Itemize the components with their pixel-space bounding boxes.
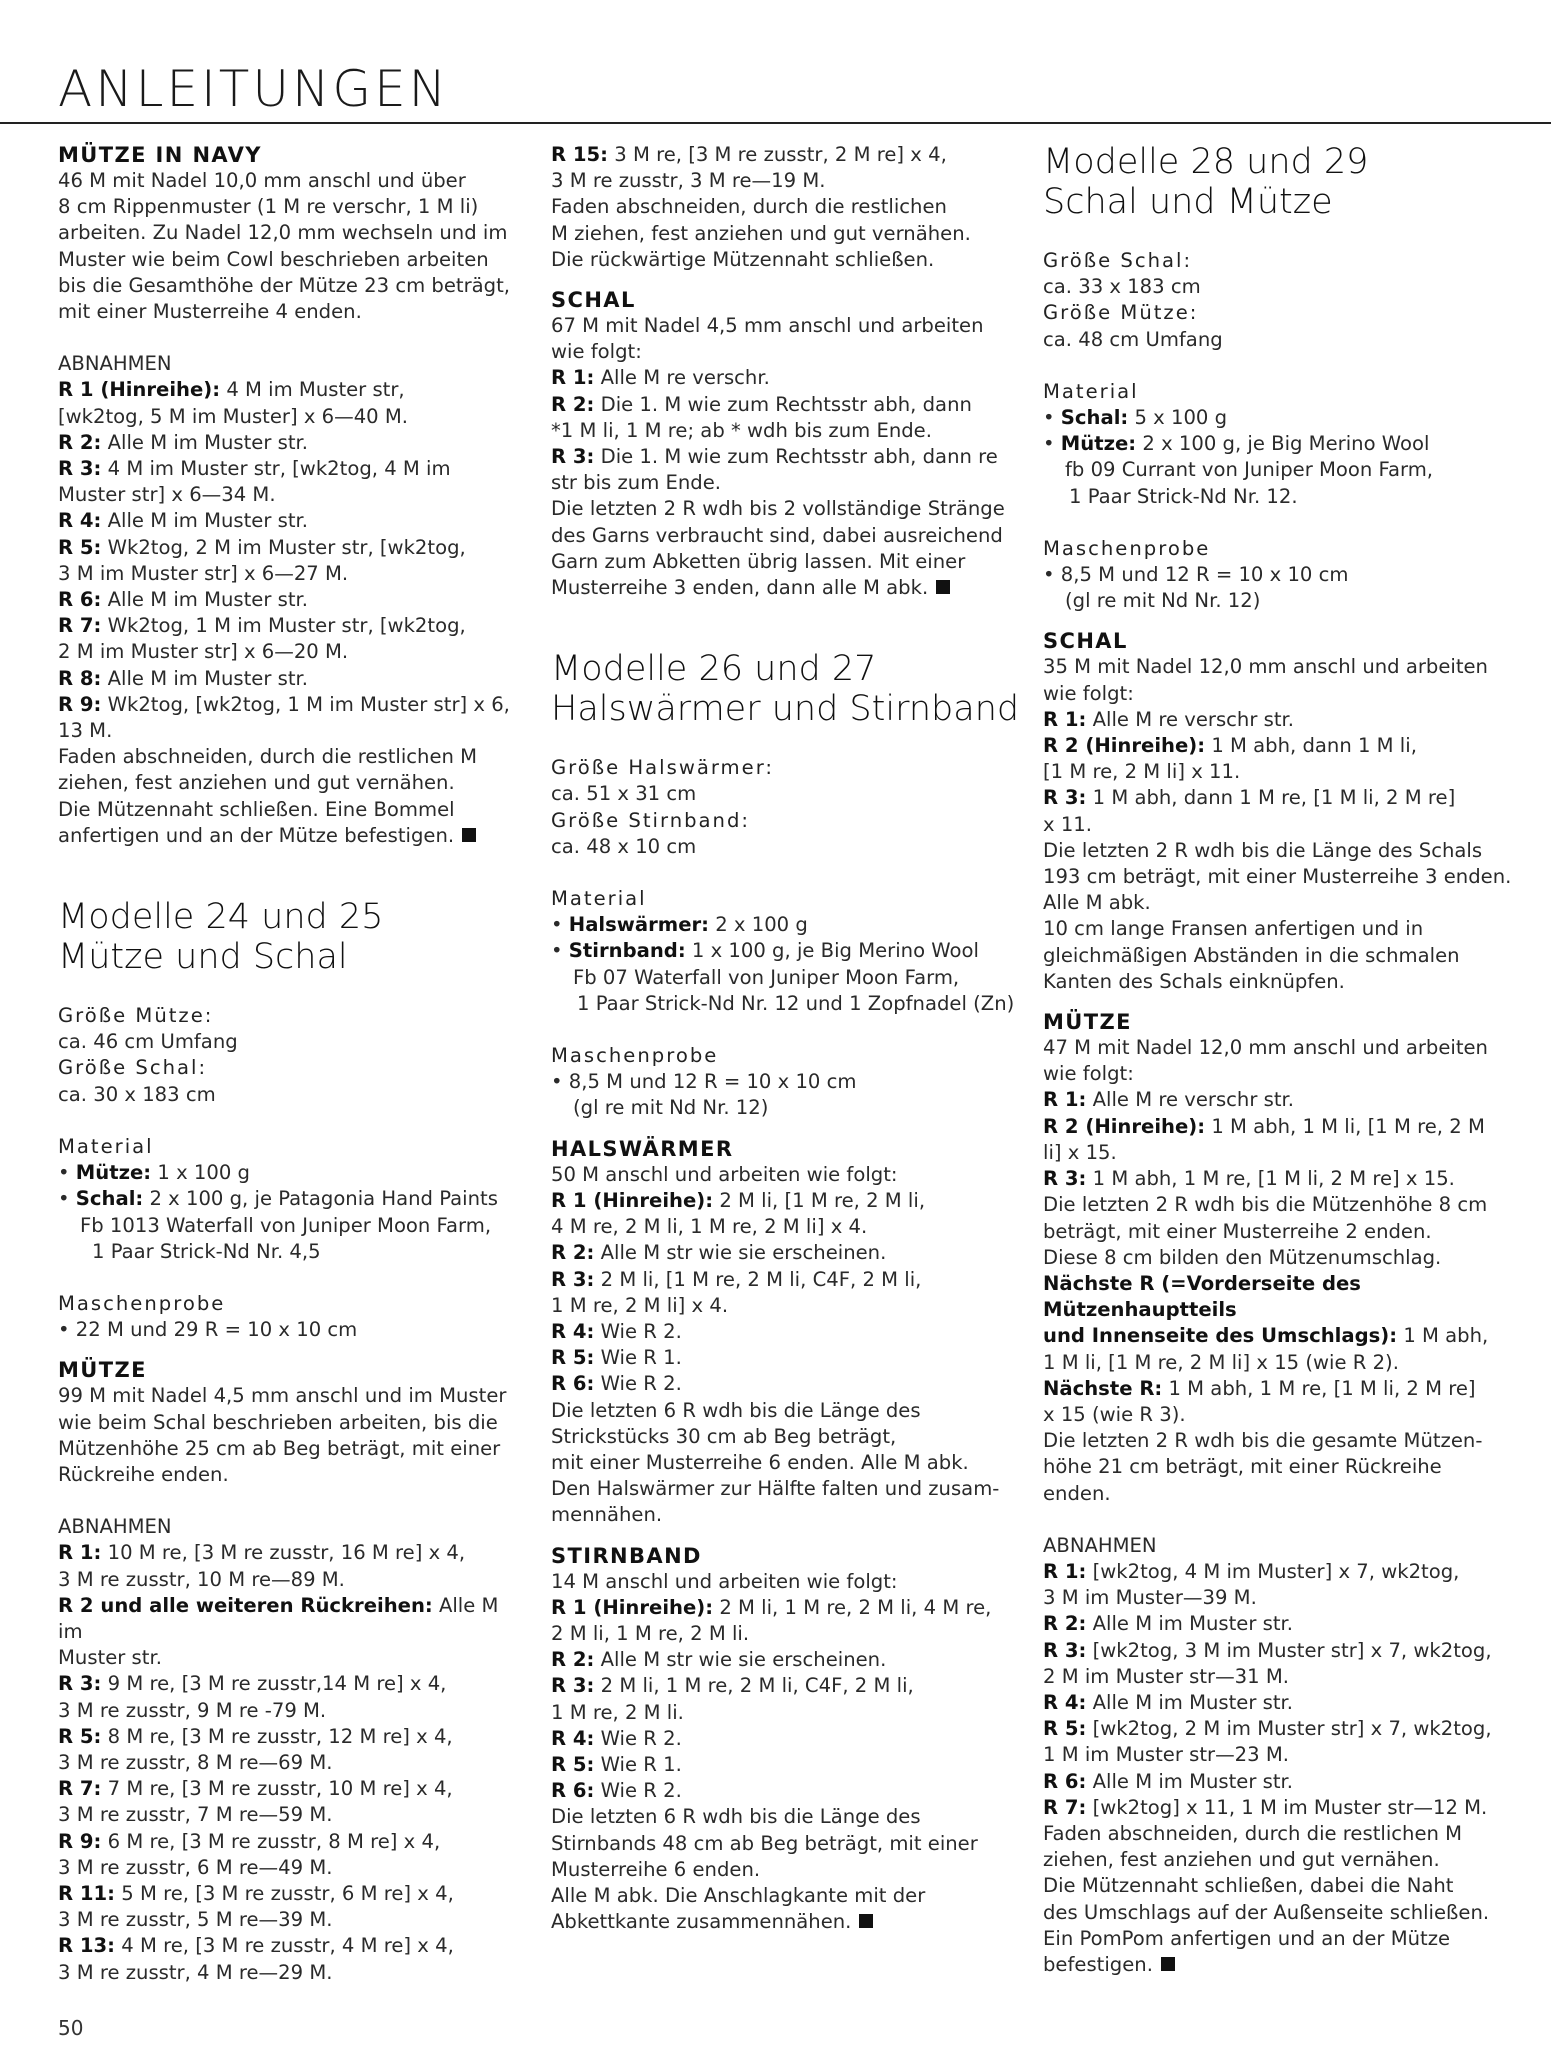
instruction-row: M ziehen, fest anziehen und gut vernähen. xyxy=(551,221,971,245)
instruction-row: Stirnbands 48 cm ab Beg beträgt, mit einer xyxy=(551,1831,978,1855)
title-rule xyxy=(0,122,1551,124)
instruction-row: R 5: Wie R 1. xyxy=(551,1752,682,1776)
instruction-row: R 11: 5 M re, [3 M re zusstr, 6 M re] x 4, xyxy=(58,1881,454,1905)
instruction-row: anfertigen und an der Mütze befestigen. xyxy=(58,823,528,849)
instruction-row: Alle M abk. xyxy=(1043,891,1151,915)
material-sb-line2: Fb 07 Waterfall von Juniper Moon Farm, xyxy=(573,965,960,989)
text-line: 46 M mit Nadel 10,0 mm anschl und über xyxy=(58,169,466,192)
instruction-row: R 1 (Hinreihe): 2 M li, [1 M re, 2 M li, xyxy=(551,1188,926,1212)
material-item-scarf: • Schal: 2 x 100 g, je Patagonia Hand Paints xyxy=(58,1187,498,1211)
instruction-row: Muster str] x 6—34 M. xyxy=(58,483,276,507)
instruction-row: Diese 8 cm bilden den Mützenumschlag. xyxy=(1043,1245,1442,1269)
material-item-hw: • Halswärmer: 2 x 100 g xyxy=(551,913,808,937)
section-title-muetze-navy: MÜTZE IN NAVY xyxy=(58,143,262,167)
instruction-row: 35 M mit Nadel 12,0 mm anschl und arbeiten xyxy=(1043,655,1488,679)
instruction-row: mit einer Musterreihe 6 enden. Alle M abk. xyxy=(551,1450,969,1474)
size-scarf-label: Größe Schal: xyxy=(58,1056,208,1080)
instruction-row: Die letzten 2 R wdh bis 2 vollständige Stränge xyxy=(551,497,1005,521)
instruction-row: 3 M re zusstr, 4 M re—29 M. xyxy=(58,1960,333,1984)
navy-text xyxy=(58,168,528,325)
instruction-row: 10 cm lange Fransen anfertigen und in xyxy=(1043,917,1424,941)
instruction-row: R 9: 6 M re, [3 M re zusstr, 8 M re] x 4, xyxy=(58,1829,441,1853)
instruction-row: 1 M im Muster str—23 M. xyxy=(1043,1743,1289,1767)
instruction-row: 67 M mit Nadel 4,5 mm anschl und arbeiten xyxy=(551,314,984,338)
instruction-row: 3 M re zusstr, 7 M re—59 M. xyxy=(58,1803,333,1827)
instruction-row: befestigen. xyxy=(1043,1952,1513,1978)
instruction-row: R 4: Wie R 2. xyxy=(551,1726,682,1750)
instruction-row: [wk2tog, 5 M im Muster] x 6—40 M. xyxy=(58,404,409,428)
continued-rows xyxy=(551,142,1021,273)
instruction-row: Musterreihe 6 enden. xyxy=(551,1857,761,1881)
instruction-row: R 6: Alle M im Muster str. xyxy=(58,588,309,612)
gauge-value-2: (gl re mit Nd Nr. 12) xyxy=(1065,589,1261,613)
instruction-row: R 1: Alle M re verschr str. xyxy=(1043,707,1294,731)
section-title-schal: SCHAL xyxy=(1043,629,1128,654)
gauge-value: • 8,5 M und 12 R = 10 x 10 cm xyxy=(1043,563,1349,587)
instruction-row: Strickstücks 30 cm ab Beg beträgt, xyxy=(551,1424,897,1448)
instruction-row: R 6: Wie R 2. xyxy=(551,1372,682,1396)
instruction-row: R 6: Alle M im Muster str. xyxy=(1043,1769,1294,1793)
instruction-row: 1 M li, [1 M re, 2 M li] x 15 (wie R 2). xyxy=(1043,1350,1399,1374)
page-title: ANLEITUNGEN xyxy=(58,60,450,118)
instruction-row: Den Halswärmer zur Hälfte falten und zusam- xyxy=(551,1477,1000,1501)
abnahmen2-rows xyxy=(58,1540,528,1985)
instruction-row: R 2: Alle M str wie sie erscheinen. xyxy=(551,1241,887,1265)
schal-rows xyxy=(551,313,1021,601)
gauge-value-2: (gl re mit Nd Nr. 12) xyxy=(573,1096,769,1120)
instruction-row: Die letzten 6 R wdh bis die Länge des xyxy=(551,1398,921,1422)
instruction-row: R 4: Alle M im Muster str. xyxy=(58,509,309,533)
material-scarf-line2: Fb 1013 Waterfall von Juniper Moon Farm, xyxy=(80,1213,492,1237)
material-item-sb: • Stirnband: 1 x 100 g, je Big Merino Wool xyxy=(551,939,979,963)
size-scarf-value: ca. 30 x 183 cm xyxy=(58,1082,216,1106)
instruction-row: R 1: Alle M re verschr str. xyxy=(1043,1088,1294,1112)
end-square-icon xyxy=(462,828,476,842)
instruction-row: 1 M re, 2 M li. xyxy=(551,1700,684,1724)
text-line: bis die Gesamthöhe der Mütze 23 cm beträgt, xyxy=(58,273,510,297)
instruction-row: x 15 (wie R 3). xyxy=(1043,1402,1186,1426)
instruction-row: R 3: 1 M abh, dann 1 M re, [1 M li, 2 M re] xyxy=(1043,786,1456,810)
instruction-row: R 2: Die 1. M wie zum Rechtsstr abh, dann xyxy=(551,392,972,416)
instruction-row: R 1: [wk2tog, 4 M im Muster] x 7, wk2tog, xyxy=(1043,1559,1460,1583)
instruction-row: R 6: Wie R 2. xyxy=(551,1779,682,1803)
gauge-value: • 8,5 M und 12 R = 10 x 10 cm xyxy=(551,1070,857,1094)
end-square-icon xyxy=(859,1914,873,1928)
instruction-row: x 11. xyxy=(1043,812,1092,836)
instruction-row: R 1: 10 M re, [3 M re zusstr, 16 M re] x 4, xyxy=(58,1541,466,1565)
instruction-row: R 2 und alle weiteren Rückreihen: Alle M im xyxy=(58,1593,499,1643)
instruction-row: 14 M anschl und arbeiten wie folgt: xyxy=(551,1569,898,1593)
instruction-row: 193 cm beträgt, mit einer Musterreihe 3 enden. xyxy=(1043,865,1512,889)
instruction-row: R 2 (Hinreihe): 1 M abh, 1 M li, [1 M re, 2 M xyxy=(1043,1114,1485,1138)
instruction-row: des Umschlags auf der Außenseite schließen. xyxy=(1043,1900,1490,1924)
instruction-row: wie folgt: xyxy=(551,340,642,364)
material-label: Material xyxy=(551,887,647,911)
instruction-row: höhe 21 cm beträgt, mit einer Rückreihe enden. xyxy=(1043,1455,1442,1505)
instruction-row: des Garns verbraucht sind, dabei ausreichend xyxy=(551,523,1003,547)
instruction-row: gleichmäßigen Abständen in die schmalen xyxy=(1043,943,1460,967)
instruction-row: R 3: 2 M li, [1 M re, 2 M li, C4F, 2 M li, xyxy=(551,1267,922,1291)
instruction-row: Die letzten 2 R wdh bis die Mützenhöhe 8 cm xyxy=(1043,1193,1488,1217)
halswaermer-rows xyxy=(551,1162,1021,1529)
gauge-label: Maschenprobe xyxy=(1043,536,1211,560)
instruction-row: R 1 (Hinreihe): 2 M li, 1 M re, 2 M li, 4 M re, xyxy=(551,1595,992,1619)
instruction-row: 4 M re, 2 M li, 1 M re, 2 M li] x 4. xyxy=(551,1215,868,1239)
gauge-label: Maschenprobe xyxy=(58,1291,226,1315)
material-hat-line2: fb 09 Currant von Juniper Moon Farm, xyxy=(1065,458,1434,482)
instruction-row: R 1: Alle M re verschr. xyxy=(551,366,770,390)
size-scarf-label: Größe Schal: xyxy=(1043,249,1193,272)
instruction-row: 3 M re zusstr, 8 M re—69 M. xyxy=(58,1750,333,1774)
muetze-rows xyxy=(1043,1035,1513,1507)
gauge-value: • 22 M und 29 R = 10 x 10 cm xyxy=(58,1318,358,1342)
section-title-stirnband: STIRNBAND xyxy=(551,1543,702,1568)
abnahmen-rows xyxy=(58,377,528,849)
abnahmen-rows xyxy=(1043,1559,1513,1978)
size-hat-value: ca. 48 cm Umfang xyxy=(1043,327,1223,351)
schal-rows xyxy=(1043,654,1513,995)
instruction-row: [1 M re, 2 M li] x 11. xyxy=(1043,760,1241,784)
model-title-26-27: Modelle 26 und 27 xyxy=(551,649,877,690)
instruction-row: R 7: [wk2tog] x 11, 1 M im Muster str—12 M. xyxy=(1043,1795,1488,1819)
muetze-text xyxy=(58,1383,528,1488)
end-square-icon xyxy=(1161,1957,1175,1971)
instruction-row: 1 M re, 2 M li] x 4. xyxy=(551,1293,729,1317)
instruction-row: Ein PomPom anfertigen und an der Mütze xyxy=(1043,1926,1451,1950)
instruction-row: wie folgt: xyxy=(1043,1062,1134,1086)
instruction-row: Die rückwärtige Mützennaht schließen. xyxy=(551,247,935,271)
size-hw-label: Größe Halswärmer: xyxy=(551,756,775,780)
instruction-row: Faden abschneiden, durch die restlichen xyxy=(551,195,947,219)
instruction-row: beträgt, mit einer Musterreihe 2 enden. xyxy=(1043,1219,1432,1243)
text-line: arbeiten. Zu Nadel 12,0 mm wechseln und im xyxy=(58,221,508,245)
text-line: Muster wie beim Cowl beschrieben arbeiten xyxy=(58,247,489,271)
instruction-row: R 5: [wk2tog, 2 M im Muster str] x 7, wk2tog, xyxy=(1043,1717,1492,1741)
instruction-row: 13 M. xyxy=(58,719,113,743)
instruction-row: Die Mützennaht schließen. Eine Bommel xyxy=(58,797,455,821)
instruction-row: Abkettkante zusammennähen. xyxy=(551,1909,1021,1935)
instruction-row: R 8: Alle M im Muster str. xyxy=(58,666,309,690)
instruction-row: 50 M anschl und arbeiten wie folgt: xyxy=(551,1162,898,1186)
instruction-row: Nächste R (=Vorderseite des Mützenhauptteils xyxy=(1043,1271,1361,1322)
column-1 xyxy=(58,142,528,1986)
instruction-row: Musterreihe 3 enden, dann alle M abk. xyxy=(551,575,1021,601)
model-subtitle-28-29: Schal und Mütze xyxy=(1043,182,1333,222)
instruction-row: R 4: Alle M im Muster str. xyxy=(1043,1690,1294,1714)
end-square-icon xyxy=(936,580,950,594)
instruction-row: R 13: 4 M re, [3 M re zusstr, 4 M re] x 4, xyxy=(58,1934,454,1958)
model-title-24-25: Modelle 24 und 25 xyxy=(58,897,384,938)
instruction-row: R 1 (Hinreihe): 4 M im Muster str, xyxy=(58,378,405,402)
instruction-row: Die letzten 2 R wdh bis die Länge des Schals xyxy=(1043,838,1483,862)
material-item-scarf: • Schal: 5 x 100 g xyxy=(1043,406,1228,430)
instruction-row: Die Mützennaht schließen, dabei die Naht xyxy=(1043,1874,1454,1898)
instruction-row: R 2: Alle M im Muster str. xyxy=(1043,1612,1294,1636)
instruction-row: R 2: Alle M im Muster str. xyxy=(58,430,309,454)
text-line: Mützenhöhe 25 cm ab Beg beträgt, mit einer xyxy=(58,1436,501,1460)
instruction-row: R 3: [wk2tog, 3 M im Muster str] x 7, wk2tog, xyxy=(1043,1638,1492,1662)
material-item-hat: • Mütze: 2 x 100 g, je Big Merino Wool xyxy=(1043,432,1430,456)
instruction-row: 3 M re zusstr, 6 M re—49 M. xyxy=(58,1855,333,1879)
instruction-row: R 9: Wk2tog, [wk2tog, 1 M im Muster str] x 6, xyxy=(58,692,510,716)
instruction-row: 47 M mit Nadel 12,0 mm anschl und arbeiten xyxy=(1043,1036,1488,1060)
instruction-row: R 7: 7 M re, [3 M re zusstr, 10 M re] x 4, xyxy=(58,1777,453,1801)
size-scarf-value: ca. 33 x 183 cm xyxy=(1043,275,1201,299)
instruction-row: Kanten des Schals einknüpfen. xyxy=(1043,969,1345,993)
text-line: mit einer Musterreihe 4 enden. xyxy=(58,300,362,324)
instruction-row: R 15: 3 M re, [3 M re zusstr, 2 M re] x 4, xyxy=(551,143,947,166)
instruction-row: und Innenseite des Umschlags): 1 M abh, xyxy=(1043,1324,1489,1348)
instruction-row: R 5: Wie R 1. xyxy=(551,1346,682,1370)
abnahmen-label: ABNAHMEN xyxy=(58,352,172,376)
column-2 xyxy=(551,142,1021,1935)
instruction-row: ziehen, fest anziehen und gut vernähen. xyxy=(58,771,455,795)
instruction-row: Garn zum Abketten übrig lassen. Mit einer xyxy=(551,549,966,573)
stirnband-rows xyxy=(551,1569,1021,1936)
size-hw-value: ca. 51 x 31 cm xyxy=(551,782,697,806)
instruction-row: 3 M im Muster—39 M. xyxy=(1043,1586,1257,1610)
size-hat-label: Größe Mütze: xyxy=(1043,301,1199,325)
instruction-row: 3 M re zusstr, 5 M re—39 M. xyxy=(58,1908,333,1932)
text-line: 8 cm Rippenmuster (1 M re verschr, 1 M li) xyxy=(58,195,479,219)
model-subtitle-24-25: Mütze und Schal xyxy=(58,937,348,978)
material-label: Material xyxy=(1043,379,1139,403)
instruction-row: 2 M im Muster str—31 M. xyxy=(1043,1664,1289,1688)
instruction-row: R 3: 4 M im Muster str, [wk2tog, 4 M im xyxy=(58,457,451,481)
abnahmen-label: ABNAHMEN xyxy=(1043,1533,1157,1557)
material-item-hat: • Mütze: 1 x 100 g xyxy=(58,1161,250,1185)
instruction-row: 2 M im Muster str] x 6—20 M. xyxy=(58,640,349,664)
section-title-muetze: MÜTZE xyxy=(58,1358,147,1383)
gauge-label: Maschenprobe xyxy=(551,1044,719,1068)
instruction-row: li] x 15. xyxy=(1043,1140,1117,1164)
instruction-row: Faden abschneiden, durch die restlichen M xyxy=(1043,1821,1463,1845)
model-title-28-29: Modelle 28 und 29 xyxy=(1043,142,1369,182)
instruction-row: 3 M re zusstr, 10 M re—89 M. xyxy=(58,1567,345,1591)
instruction-row: R 3: 9 M re, [3 M re zusstr,14 M re] x 4, xyxy=(58,1672,447,1696)
material-hat-line3: 1 Paar Strick-Nd Nr. 12. xyxy=(1069,484,1298,508)
text-line: 99 M mit Nadel 4,5 mm anschl und im Muster xyxy=(58,1384,507,1408)
section-title-halswaermer: HALSWÄRMER xyxy=(551,1136,734,1161)
instruction-row: Faden abschneiden, durch die restlichen M xyxy=(58,745,478,769)
instruction-row: 3 M im Muster str] x 6—27 M. xyxy=(58,561,349,585)
instruction-row: R 7: Wk2tog, 1 M im Muster str, [wk2tog, xyxy=(58,614,466,638)
material-scarf-line3: 1 Paar Strick-Nd Nr. 4,5 xyxy=(92,1239,321,1263)
text-line: Rückreihe enden. xyxy=(58,1462,229,1486)
model-subtitle-26-27: Halswärmer und Stirnband xyxy=(551,689,1020,730)
instruction-row: str bis zum Ende. xyxy=(551,471,722,495)
column-3 xyxy=(1043,142,1513,1978)
material-label: Material xyxy=(58,1134,154,1158)
instruction-row: *1 M li, 1 M re; ab * wdh bis zum Ende. xyxy=(551,418,932,442)
instruction-row: R 2 (Hinreihe): 1 M abh, dann 1 M li, xyxy=(1043,734,1417,758)
section-title-muetze: MÜTZE xyxy=(1043,1010,1132,1035)
abnahmen2-label: ABNAHMEN xyxy=(58,1515,172,1539)
instruction-row: R 5: 8 M re, [3 M re zusstr, 12 M re] x 4, xyxy=(58,1724,453,1748)
size-hat-value: ca. 46 cm Umfang xyxy=(58,1030,238,1054)
size-hat-label: Größe Mütze: xyxy=(58,1004,214,1028)
page-number: 50 xyxy=(58,2016,84,2040)
size-sb-value: ca. 48 x 10 cm xyxy=(551,834,697,858)
instruction-row: Alle M abk. Die Anschlagkante mit der xyxy=(551,1883,926,1907)
material-sb-line3: 1 Paar Strick-Nd Nr. 12 und 1 Zopfnadel (Zn) xyxy=(577,991,1015,1015)
instruction-row: Nächste R: 1 M abh, 1 M re, [1 M li, 2 M re] xyxy=(1043,1376,1476,1400)
instruction-row: R 3: Die 1. M wie zum Rechtsstr abh, dann re xyxy=(551,445,998,469)
instruction-row: 3 M re zusstr, 9 M re -79 M. xyxy=(58,1698,327,1722)
instruction-row: R 3: 2 M li, 1 M re, 2 M li, C4F, 2 M li, xyxy=(551,1674,914,1698)
size-sb-label: Größe Stirnband: xyxy=(551,808,751,832)
instruction-row: R 2: Alle M str wie sie erscheinen. xyxy=(551,1648,887,1672)
section-title-schal: SCHAL xyxy=(551,288,636,313)
instruction-row: 3 M re zusstr, 3 M re—19 M. xyxy=(551,169,826,193)
instruction-row: R 4: Wie R 2. xyxy=(551,1319,682,1343)
instruction-row: wie folgt: xyxy=(1043,681,1134,705)
instruction-row: R 5: Wk2tog, 2 M im Muster str, [wk2tog, xyxy=(58,535,466,559)
instruction-row: mennähen. xyxy=(551,1503,663,1527)
text-line: wie beim Schal beschrieben arbeiten, bis die xyxy=(58,1410,498,1434)
instruction-row: ziehen, fest anziehen und gut vernähen. xyxy=(1043,1848,1440,1872)
instruction-row: Die letzten 2 R wdh bis die gesamte Mützen- xyxy=(1043,1429,1483,1453)
instruction-row: Muster str. xyxy=(58,1646,162,1670)
instruction-row: Die letzten 6 R wdh bis die Länge des xyxy=(551,1805,921,1829)
instruction-row: R 3: 1 M abh, 1 M re, [1 M li, 2 M re] x 15. xyxy=(1043,1167,1455,1191)
instruction-row: 2 M li, 1 M re, 2 M li. xyxy=(551,1621,750,1645)
